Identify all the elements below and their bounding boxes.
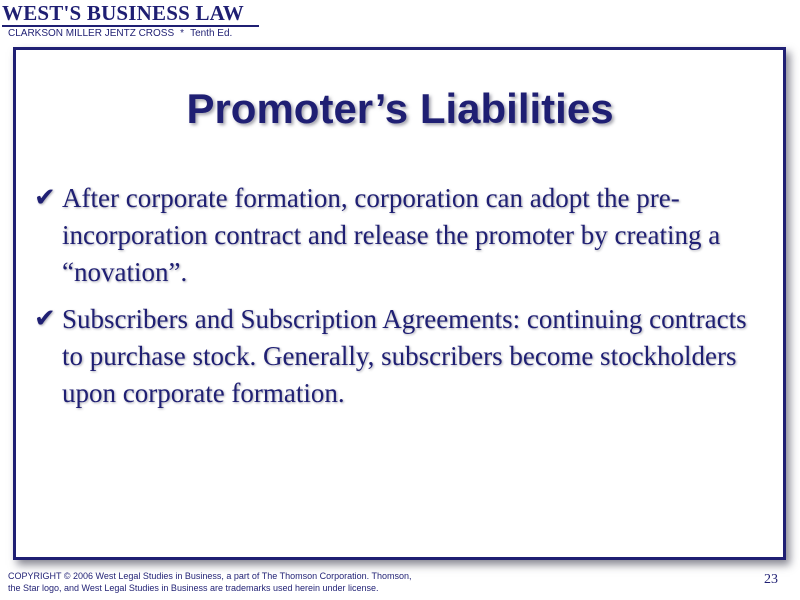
copyright-notice (8, 570, 488, 594)
copyright-line: COPYRIGHT © 2006 West Legal Studies in Business, a part of The Thomson Corporation. Thomson, (8, 571, 412, 581)
brand-edition: Tenth Ed. (190, 28, 233, 39)
checkmark-icon: ✔ (34, 183, 56, 213)
bullet-list (34, 180, 754, 422)
bullet-text: After corporate formation, corporation can adopt the pre-incorporation contract and release the promoter by creating a “novation”. (62, 183, 721, 287)
copyright-line: the Star logo, and West Legal Studies in Business are trademarks used herein under license. (8, 583, 379, 593)
brand-title: WEST'S BUSINESS LAW (2, 1, 244, 25)
bullet-item (34, 180, 754, 291)
checkmark-icon: ✔ (34, 304, 56, 334)
brand-authors: CLARKSON MILLER JENTZ CROSS (8, 28, 175, 39)
page-number: 23 (764, 572, 778, 587)
brand-header (0, 0, 270, 44)
bullet-item (34, 301, 754, 412)
brand-subtitle (8, 28, 232, 39)
slide-title: Promoter’s Liabilities (186, 85, 614, 132)
brand-underline (2, 25, 259, 27)
star-separator-icon: * (180, 28, 185, 39)
bullet-text: Subscribers and Subscription Agreements: continuing contracts to purchase stock. Generally, subscribers become stockholders upon corporate formation. (62, 304, 747, 408)
